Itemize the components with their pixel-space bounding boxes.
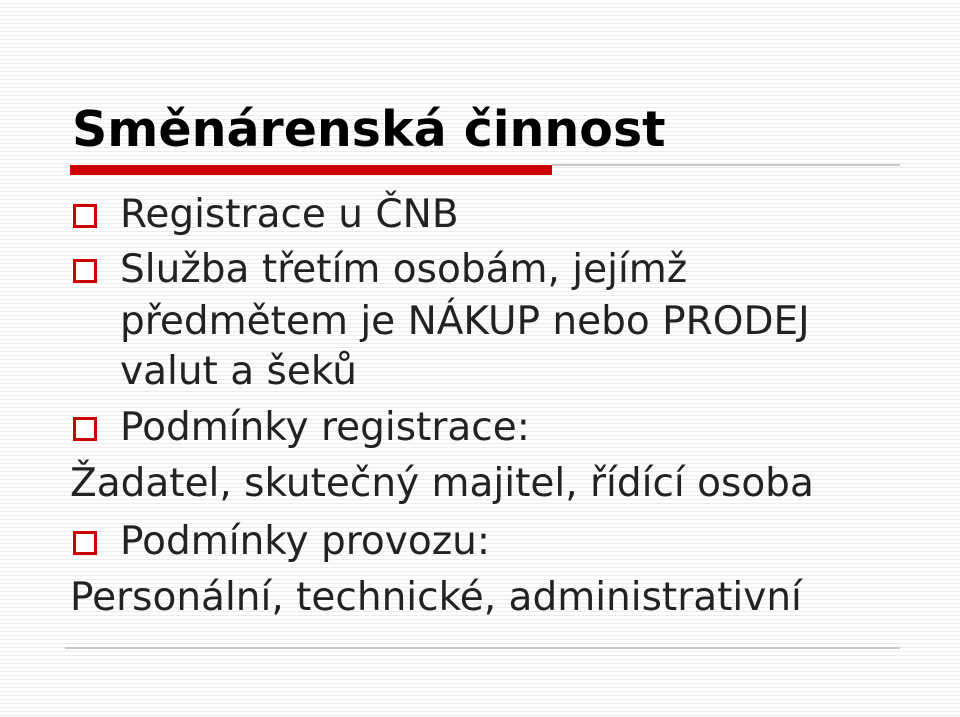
title-underline-rule: [552, 164, 900, 166]
bullet-text: Služba třetím osobám, jejímž: [120, 247, 688, 292]
bullet-text: Podmínky provozu:: [120, 519, 491, 564]
footer-divider: [65, 647, 900, 649]
bullet-text: Registrace u ČNB: [120, 192, 459, 237]
bullet-text-continuation: předmětem je NÁKUP nebo PRODEJ: [120, 299, 810, 344]
hollow-square-bullet-icon: [73, 531, 97, 555]
title-underline-accent: [70, 165, 552, 175]
bullet-text-continuation: valut a šeků: [120, 349, 357, 394]
slide-title: Směnárenská činnost: [72, 101, 666, 158]
hollow-square-bullet-icon: [73, 259, 97, 283]
hollow-square-bullet-icon: [73, 204, 97, 228]
bullet-detail: Žadatel, skutečný majitel, řídící osoba: [70, 461, 814, 506]
bullet-text: Podmínky registrace:: [120, 405, 530, 450]
hollow-square-bullet-icon: [73, 417, 97, 441]
bullet-detail: Personální, technické, administrativní: [70, 575, 802, 620]
